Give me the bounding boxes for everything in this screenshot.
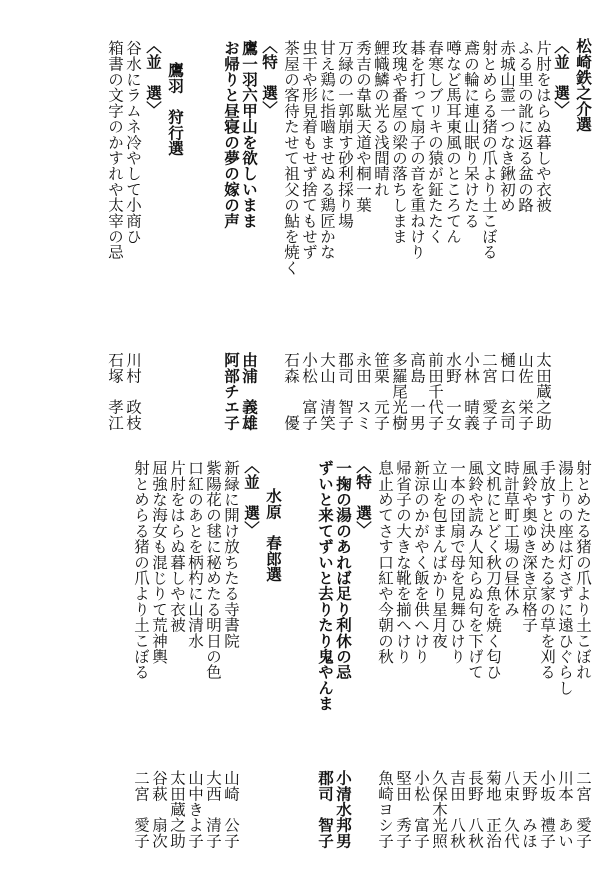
author-name: 堅田 秀子 <box>394 770 412 849</box>
author-name: 太田蔵之助 <box>168 770 186 849</box>
haiku-line: 虫干や形見着もせず捨てもせず <box>300 40 318 260</box>
haiku-line: 新緑に開け放ちたる寺書院 <box>222 460 240 649</box>
haiku-line: 風鈴や奥ゆき深き京格子 <box>520 460 538 633</box>
author-name: 長野 八秋 <box>466 770 484 849</box>
special-haiku: ずいと来てずいと去りたり鬼やんま <box>316 460 335 712</box>
haiku-line: 風鈴や読み人知らぬ句を下げて <box>466 460 484 680</box>
author-name: 川本 あい <box>556 770 574 849</box>
haiku-line: 茶屋の客待たせて祖父の鮎を焼く <box>282 40 300 276</box>
selector-heading: 松崎鉄之介選 <box>574 38 593 133</box>
haiku-line: 一本の団扇で母を見舞ひけり <box>448 460 466 665</box>
author-name: 山中きよ子 <box>186 770 204 849</box>
author-name: 魚崎ヨシ子 <box>376 770 394 849</box>
author-name: 山崎 公子 <box>222 770 240 849</box>
special-haiku: お帰りと昼寝の夢の嫁の声 <box>222 40 241 229</box>
author-name: 前田千代子 <box>426 352 444 431</box>
author-name: 大西 清子 <box>204 770 222 849</box>
author-name: 笹栗 元子 <box>372 352 390 431</box>
special-haiku: 一掬の湯のあれば足り利休の忌 <box>334 460 353 680</box>
selector-heading: 鷹羽 狩行選 <box>166 62 185 157</box>
author-name: 小坂 禮子 <box>538 770 556 849</box>
haiku-line: 帰省子の大きな靴を揃へけり <box>394 460 412 665</box>
author-name: 二宮 愛子 <box>480 352 498 431</box>
author-name: 吉田 八秋 <box>448 770 466 849</box>
haiku-line: 噂など馬耳東風のところてん <box>444 40 462 245</box>
selector-heading: 水原 春郎選 <box>264 488 283 583</box>
haiku-line: 手放すと決めたる家の草を刈る <box>538 460 556 680</box>
haiku-line: 春寒しブリキの猿が鉦たたく <box>426 40 444 245</box>
author-name: 山佐 栄子 <box>516 352 534 431</box>
haiku-line: 片肘をはらぬ暮しや衣被 <box>168 460 186 633</box>
author-name: 久保木光照 <box>430 770 448 849</box>
haiku-line: 玫瑰や番屋の梁の落ちしまま <box>390 40 408 245</box>
haiku-line: 甘え鶏に指嚙ませぬる鶏匠かな <box>318 40 336 260</box>
author-name: 樋口 玄司 <box>498 352 516 431</box>
haiku-line: 赤城山霊一つなき鍬初め <box>498 40 516 213</box>
author-name: 谷萩 扇次 <box>150 770 168 849</box>
section-heading: 〈並 選〉 <box>144 38 163 117</box>
haiku-line: 射とめたる猪の爪より土こぼれ <box>574 460 592 680</box>
author-name: 水野 一女 <box>444 352 462 431</box>
author-name: 小林 晴義 <box>462 352 480 431</box>
haiku-line: 湯上りの座は灯さずに遠ひぐらし <box>556 460 574 696</box>
haiku-line: 秀吉の韋駄天道や桐一葉 <box>354 40 372 213</box>
haiku-line: 息止めてさす口紅や今朝の秋 <box>376 460 394 665</box>
haiku-line: 立山を包まんばかり星月夜 <box>430 460 448 649</box>
special-author: 郡司 智子 <box>316 770 335 849</box>
author-name: 小松 富子 <box>300 352 318 431</box>
author-name: 石森 優 <box>282 352 300 431</box>
haiku-line: 口紅のあとを柄杓に山清水 <box>186 460 204 649</box>
haiku-line: 碁を打って扇子の音を重ねけり <box>408 40 426 260</box>
haiku-line: ふる里の訛に返る盆の路 <box>516 40 534 213</box>
author-name: 二宮 愛子 <box>574 770 592 849</box>
haiku-line: 時計草町工場の昼休み <box>502 460 520 617</box>
special-heading: 〈特 選〉 <box>354 458 373 537</box>
author-name: 二宮 愛子 <box>132 770 150 849</box>
author-name: 八束 久代 <box>502 770 520 849</box>
haiku-line: 鳶の輪に連山眠り呆けたる <box>462 40 480 229</box>
haiku-line: 新涼のかがやく飯を供へけり <box>412 460 430 665</box>
haiku-line: 射とめらる猪の爪より土こぼる <box>132 460 150 680</box>
haiku-line: 箱書の文字のかすれや太宰の忌 <box>106 40 124 260</box>
author-name: 菊地 正治 <box>484 770 502 849</box>
haiku-line: 鯉幟鱗の光る浅間晴れ <box>372 40 390 197</box>
author-name: 川村 政枝 <box>124 352 142 431</box>
section-heading: 〈並 選〉 <box>242 458 261 537</box>
special-author: 由浦 義雄 <box>240 352 259 431</box>
special-haiku: 鷹一羽六甲山を欲しいまま <box>240 40 259 229</box>
special-heading: 〈特 選〉 <box>260 38 279 117</box>
haiku-line: 片肘をはらぬ暮しや衣被 <box>534 40 552 213</box>
author-name: 太田蔵之助 <box>534 352 552 431</box>
author-name: 大山 清笑 <box>318 352 336 431</box>
author-name: 多羅尾光樹 <box>390 352 408 431</box>
author-name: 高島 一男 <box>408 352 426 431</box>
author-name: 小松 富子 <box>412 770 430 849</box>
author-name: 石塚 孝江 <box>106 352 124 431</box>
haiku-line: 谷水にラムネ冷やして小商ひ <box>124 40 142 245</box>
haiku-line: 屈強な海女も混じりて荒神輿 <box>150 460 168 665</box>
special-author: 小清水邦男 <box>334 770 353 849</box>
author-name: 郡司 智子 <box>336 352 354 431</box>
haiku-line: 万緑の一郭崩す砂利採り場 <box>336 40 354 229</box>
section-heading: 〈並 選〉 <box>552 38 571 117</box>
haiku-line: 射とめらる猪の爪より土こぼる <box>480 40 498 260</box>
haiku-line: 紫陽花の毬に秘めたる明日の色 <box>204 460 222 680</box>
haiku-line: 文机にとどく秋刀魚を焼く匂ひ <box>484 460 502 680</box>
author-name: 天野 みほ <box>520 770 538 849</box>
special-author: 阿部チエ子 <box>222 352 241 431</box>
author-name: 永田 スミ <box>354 352 372 431</box>
